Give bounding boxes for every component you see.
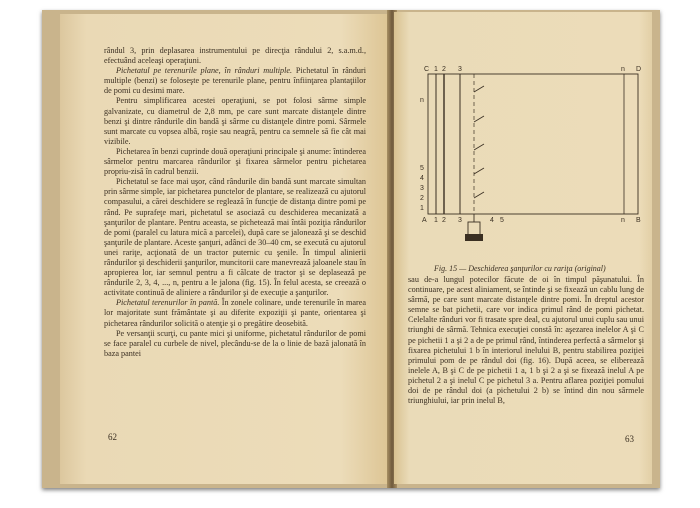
open-book (42, 10, 660, 488)
label-bot-3: 3 (458, 217, 462, 224)
right-page (394, 12, 652, 484)
left-paragraph: Pichetatul terenurilor în pantă. În zonele colinare, unde terenurile în marea lor majoritate sunt frământate şi au diferite expoziţii şi pante, orientarea şi pichetarea rândurilor solicită o atenţie şi o pregătire deosebită. (104, 298, 367, 328)
side-label-2: 2 (420, 195, 424, 202)
left-paragraph: rândul 3, prin deplasarea instrumentului pe direcţia rândului 2, s.a.m.d., efectuând aceleaşi operaţiuni. (104, 46, 366, 66)
label-bot-4: 4 (490, 217, 494, 224)
side-label-4: 4 (420, 175, 424, 182)
right-paragraph: sau de-a lungul potecilor făcute de oi în timpul păşunatului. În continuare, pe acest aliniament, se întinde şi se fixează un cablu lung de sârmă, pe care sunt marcate distanţele dintre pomi. În dreptul acestor semne se bat pichetii, care vor indica primul rând de pomi pichetat. Celelalte rânduri vor fi trasate spre deal, cu ajutorul unui cuplu sau unui triunghi de sârmă. Tehnica execuţiei constă în: aşezarea inelelor A şi C pe pichetii 1 a şi 2 a de pe primul rând, întinderea perfectă a sârmelor şi fixarea pichetului 1 b în interiorul inelului B, pentru stabilirea poziţiei primului pom de pe rândul doi (fig. 16). După aceea, se eliberează inelele A, B şi C de pe pichetii 1 a, 1 b şi 2 a şi se fixează inelul A pe pichetul 2 a şi inelul C pe pichetul 3 a. Pentru aflarea poziţiei pomului doi de pe rândul doi (a pichetului 2 b) se întind din nou sârmele triunghiului, iar prin inelul B, (408, 275, 644, 406)
label-bot-1: 1 (434, 217, 438, 224)
label-top-n: n (621, 66, 625, 73)
label-top-2: 2 (442, 66, 446, 73)
label-C: C (424, 66, 430, 73)
side-label-3: 3 (420, 185, 424, 192)
tractor-icon (465, 214, 483, 241)
left-paragraph: Pe versanţii scurţi, cu pante mici şi uniforme, pichetatul rândurilor de pomi se face paralel cu curbele de nivel, plecându-se de la o linie de bază jalonată în baza pantei (104, 328, 366, 358)
right-page-text (408, 275, 644, 406)
left-paragraph: Pichetatul se face mai uşor, când rândurile din bandă sunt marcate simultan prin sârme simple, iar pichetarea punctelor de plantare, se realizează cu ajutorul compasului, a cărei deschidere se reglează în funcţie de distanţa dintre pomi pe rând. Pe suprafeţe mari, pichetatul se asociază cu deschiderea mecanizată a şanţurilor de plantare. Pentru aceasta, se pichetează mai întâi poziţia rândurilor de pomi (paralel cu latura mică a parcelei), după care se jalonează şi se deschid şanţurile de plantare. Aceste şanţuri, adânci de 30–40 cm, se execută cu ajutorul unei rariţe, acţionată de un tractor puternic cu şenile. În timpul alinierii rândurilor şi deschiderii şanţurilor, muncitorii care manevrează jaloanele stau în apropierea lor, iar semnul pentru a fi călcate de tractor şi se deplasează pe rândurile 2, 3, 4, ..., n, pentru a le jalona (fig. 15). În felul acesta, se creează o activitate continuă de aliniere a rândurilor şi de execuţie a şanţurilor. (104, 177, 366, 298)
label-top-1: 1 (434, 66, 438, 73)
figure-caption: Fig. 15 — Deschiderea şanţurilor cu rariţa (original) (434, 264, 606, 273)
side-label-n: n (420, 97, 424, 104)
side-label-1: 1 (420, 205, 424, 212)
left-paragraph-lead: Pichetatul terenurilor în pantă. (116, 298, 220, 308)
label-top-3: 3 (458, 66, 462, 73)
left-paragraph: Pichetarea în benzi cuprinde două operaţiuni principale şi anume: întinderea sârmelor pentru marcarea rândurilor şi fixarea sârmelor pentru pichetarea propriu-zisă în cadrul benzii. (104, 146, 366, 177)
right-page-number: 63 (625, 434, 634, 444)
label-B: B (636, 217, 641, 224)
left-page (60, 14, 390, 484)
left-paragraph-lead: Pichetatul pe terenurile plane, în rânduri multiple. (116, 66, 293, 76)
label-bot-5: 5 (500, 217, 504, 224)
figure-15-diagram (414, 62, 644, 262)
label-A: A (422, 217, 427, 224)
left-page-number: 62 (108, 432, 117, 442)
stake-markers (474, 86, 484, 198)
left-page-text (104, 46, 366, 359)
side-label-5: 5 (420, 165, 424, 172)
label-D: D (636, 66, 642, 73)
left-paragraph: Pentru simplificarea acestei operaţiuni, se pot folosi sârme simple galvanizate, cu diametrul de 2,8 mm, pe care sunt marcate distanţele dintre benzi şi dintre rândurile din bandă şi sârme cu distanţele dintre pomi. Sârmele sunt marcate cu vopsea albă, roşie sau neagră, pentru ca semnele să fie cât mai vizibile. (104, 96, 366, 146)
label-bot-2: 2 (442, 217, 446, 224)
left-paragraph: Pichetatul pe terenurile plane, în rânduri multiple. Pichetatul în rânduri multiple (benzi) se foloseşte pe terenurile plane, pentru înfiinţarea plantaţiilor de pomi cu desimi mare. (104, 66, 366, 96)
label-bot-n: n (621, 217, 625, 224)
